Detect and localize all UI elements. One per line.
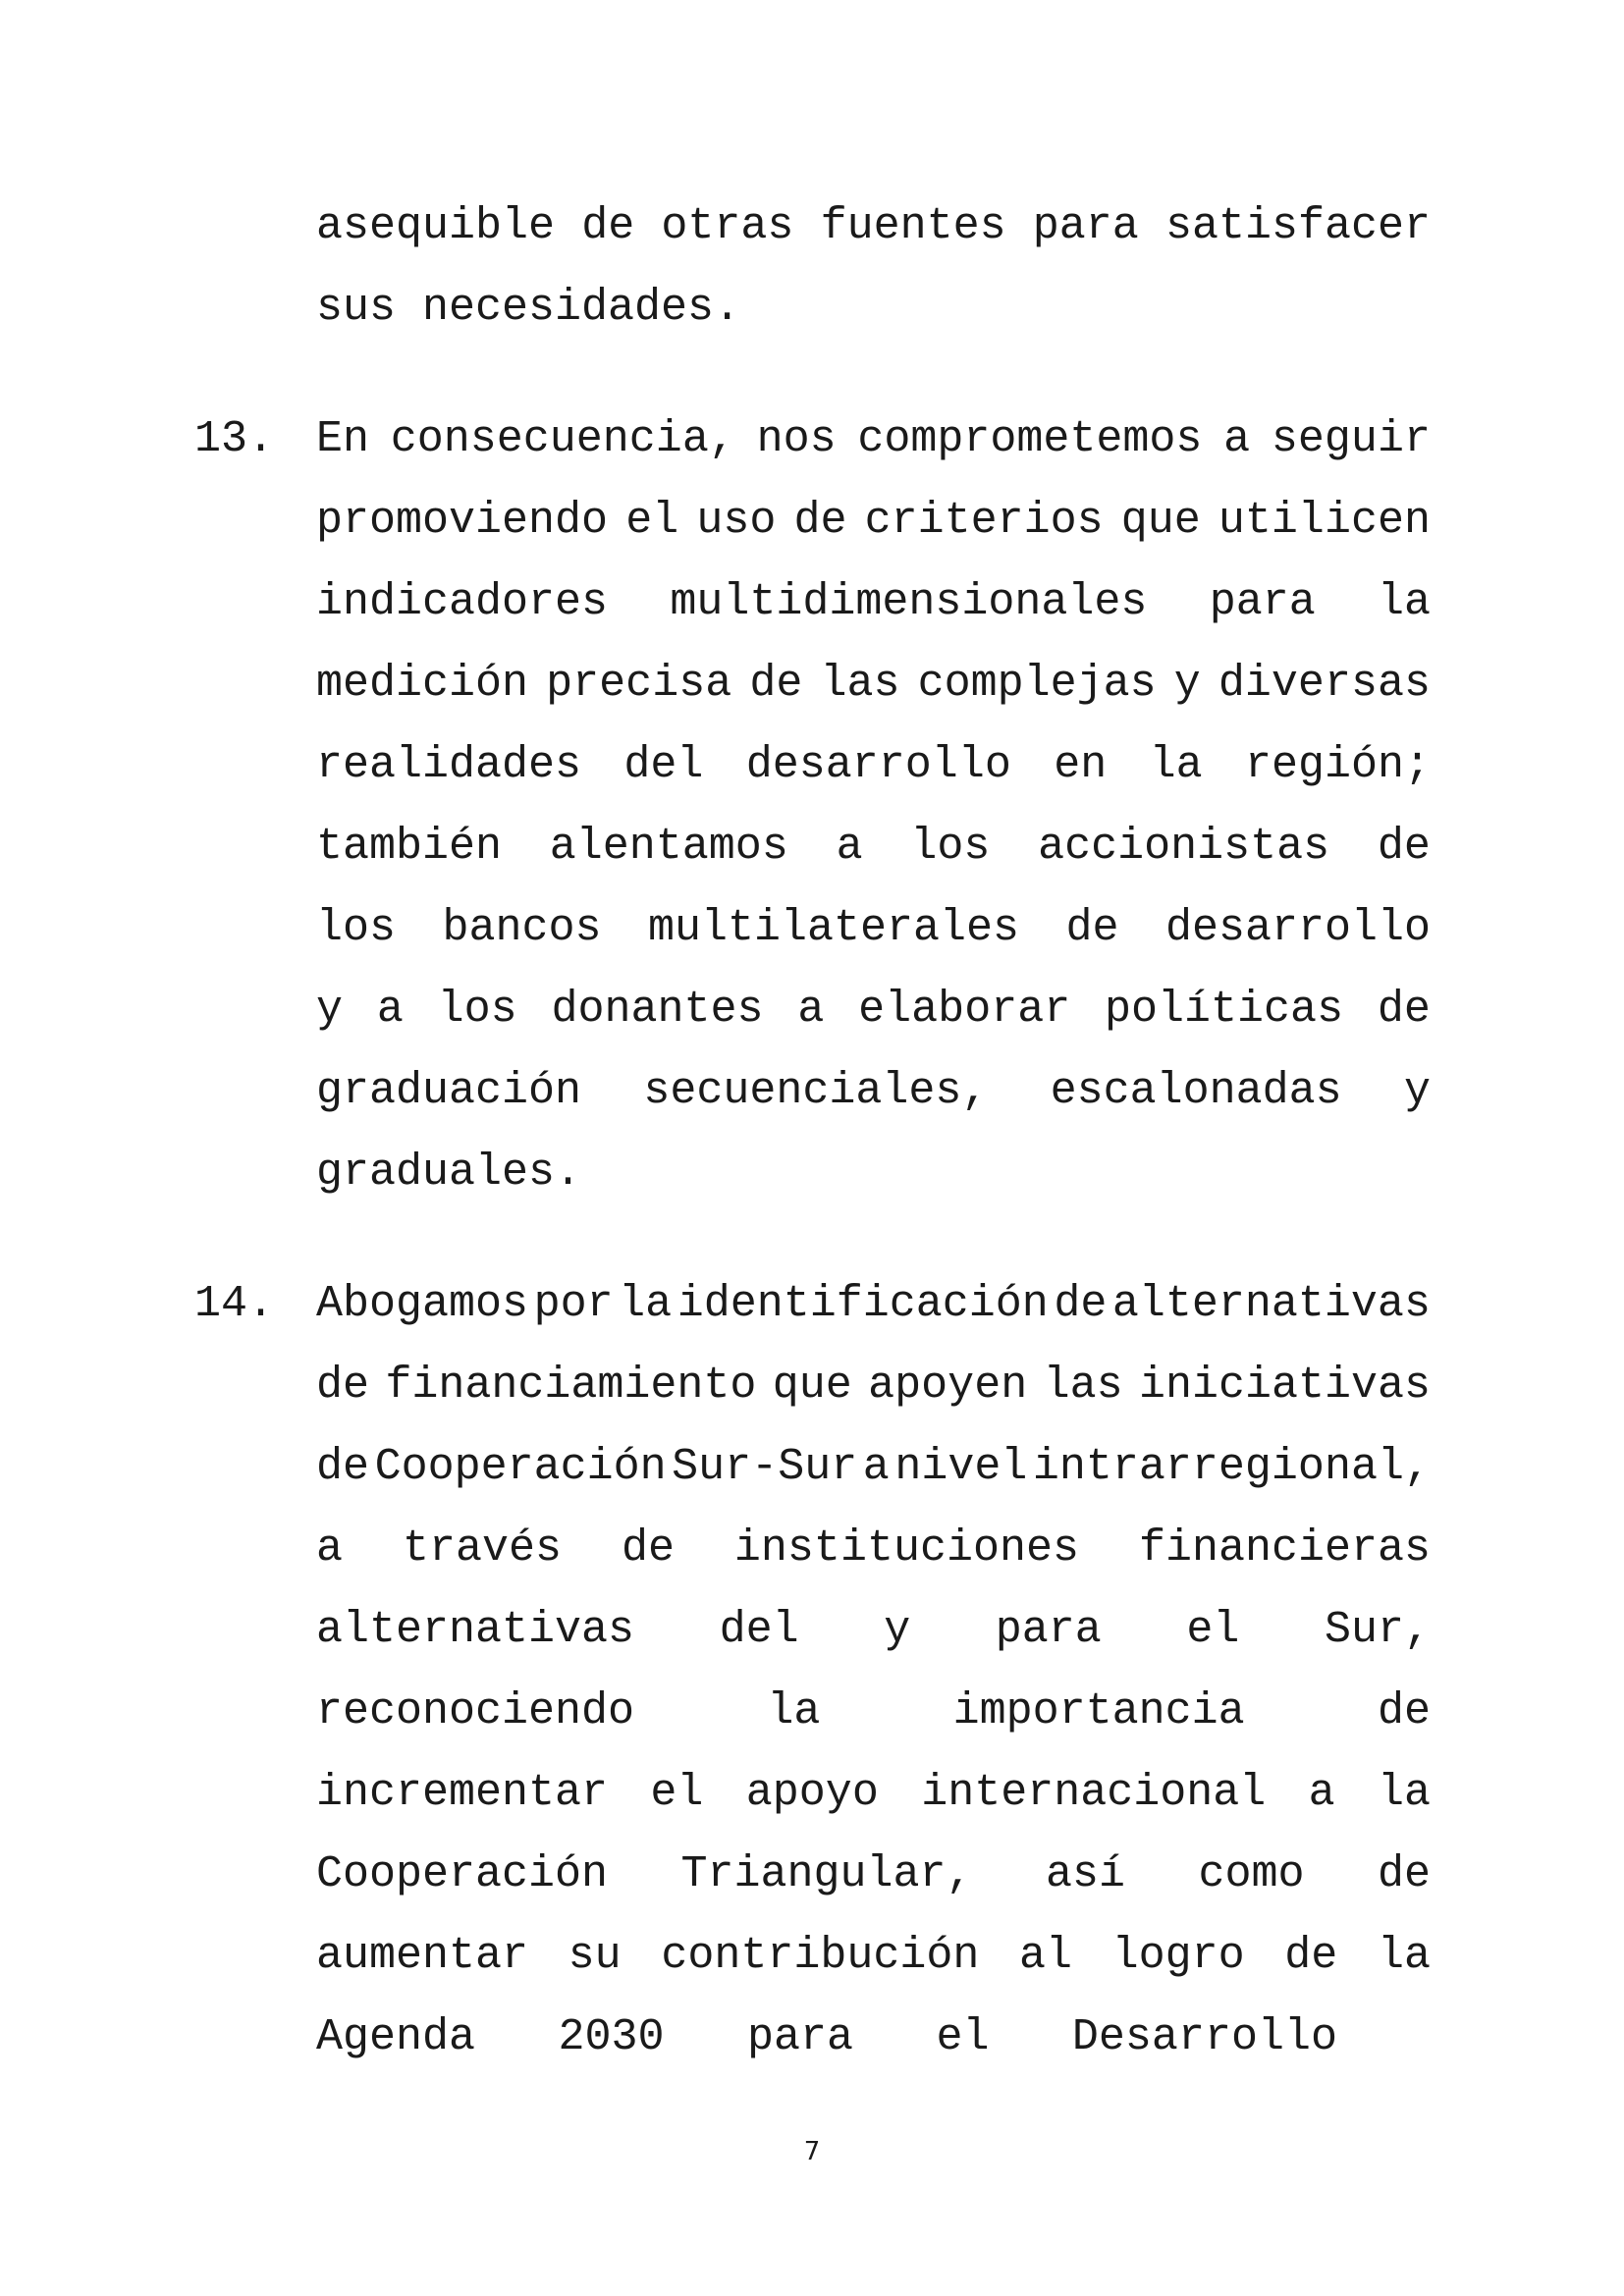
word: asequible bbox=[316, 201, 556, 251]
word: complejas bbox=[917, 659, 1157, 709]
word: a bbox=[836, 822, 863, 872]
page-number: 7 bbox=[803, 2137, 821, 2166]
word: secuenciales, bbox=[643, 1066, 989, 1116]
word: financiamiento bbox=[385, 1361, 757, 1411]
word: de bbox=[621, 1523, 675, 1574]
word: la bbox=[1377, 1931, 1431, 1981]
word: de bbox=[1377, 822, 1431, 872]
word: apoyo bbox=[745, 1768, 879, 1818]
word: por bbox=[533, 1279, 614, 1329]
paragraph-line bbox=[316, 1050, 1431, 1132]
paragraph-line bbox=[316, 1997, 1337, 2078]
word: que bbox=[772, 1361, 852, 1411]
word: así bbox=[1046, 1849, 1126, 1899]
word: incrementar bbox=[316, 1768, 609, 1818]
paragraph-number: 14. bbox=[194, 1279, 275, 1329]
paragraph-line bbox=[316, 1915, 1431, 1997]
word: necesidades. bbox=[422, 283, 741, 333]
word: uso bbox=[696, 496, 777, 546]
word: accionistas bbox=[1038, 822, 1330, 872]
word: indicadores bbox=[316, 577, 609, 627]
word: internacional bbox=[921, 1768, 1267, 1818]
word: que bbox=[1120, 496, 1201, 546]
paragraph-line bbox=[316, 1671, 1431, 1752]
word: de bbox=[749, 659, 803, 709]
word: importancia bbox=[952, 1686, 1245, 1736]
word: Agenda bbox=[316, 2012, 476, 2062]
word: nos bbox=[756, 414, 837, 464]
word: los bbox=[910, 822, 991, 872]
word: otras bbox=[661, 201, 794, 251]
word: a bbox=[862, 1442, 890, 1492]
word: donantes bbox=[551, 985, 764, 1035]
paragraph-line bbox=[316, 1345, 1431, 1426]
word: y bbox=[884, 1605, 911, 1655]
word: consecuencia, bbox=[390, 414, 735, 464]
word: y bbox=[316, 985, 344, 1035]
word: 2030 bbox=[558, 2012, 665, 2062]
word: diversas bbox=[1218, 659, 1431, 709]
word: reconociendo bbox=[316, 1686, 635, 1736]
word: alternativas bbox=[316, 1605, 635, 1655]
word: graduales. bbox=[316, 1148, 582, 1198]
word: En bbox=[316, 414, 370, 464]
word: identificación bbox=[677, 1279, 1049, 1329]
paragraph-line bbox=[316, 1589, 1431, 1671]
word: de bbox=[1377, 985, 1431, 1035]
word: Cooperación bbox=[316, 1849, 609, 1899]
word: a bbox=[376, 985, 404, 1035]
word: de bbox=[1377, 1849, 1431, 1899]
word: la bbox=[767, 1686, 821, 1736]
word: elaborar bbox=[858, 985, 1071, 1035]
word: intrarregional, bbox=[1032, 1442, 1431, 1492]
paragraph-line bbox=[316, 1132, 1431, 1213]
paragraph-line bbox=[316, 969, 1431, 1050]
word: logro bbox=[1111, 1931, 1245, 1981]
paragraph-line bbox=[316, 186, 1431, 267]
paragraph-line bbox=[316, 1263, 1431, 1345]
paragraph-line bbox=[316, 1426, 1431, 1508]
word: las bbox=[820, 659, 900, 709]
word: y bbox=[1403, 1066, 1431, 1116]
word: a bbox=[797, 985, 825, 1035]
word: a bbox=[1308, 1768, 1335, 1818]
word: apoyen bbox=[868, 1361, 1028, 1411]
word: del bbox=[623, 740, 704, 790]
word: multidimensionales bbox=[670, 577, 1148, 627]
word: alentamos bbox=[549, 822, 788, 872]
paragraph-line bbox=[316, 1834, 1431, 1915]
word: sus bbox=[316, 283, 397, 333]
word: de bbox=[1065, 903, 1119, 953]
word: criterios bbox=[864, 496, 1104, 546]
word: al bbox=[1019, 1931, 1073, 1981]
word: y bbox=[1173, 659, 1201, 709]
word: de bbox=[316, 1361, 370, 1411]
word: del bbox=[719, 1605, 799, 1655]
word: el bbox=[625, 496, 679, 546]
word: de bbox=[1377, 1686, 1431, 1736]
word: de bbox=[1284, 1931, 1338, 1981]
word: precisa bbox=[546, 659, 732, 709]
word: como bbox=[1198, 1849, 1305, 1899]
word: Abogamos bbox=[316, 1279, 529, 1329]
word: para bbox=[1209, 577, 1316, 627]
paragraph-line bbox=[316, 267, 1431, 348]
word: Sur, bbox=[1324, 1605, 1431, 1655]
word: escalonadas bbox=[1050, 1066, 1342, 1116]
paragraph-line bbox=[316, 480, 1431, 561]
word: para bbox=[1032, 201, 1139, 251]
word: multilaterales bbox=[647, 903, 1020, 953]
word: las bbox=[1043, 1361, 1123, 1411]
paragraph-line bbox=[316, 1752, 1431, 1834]
word: graduación bbox=[316, 1066, 582, 1116]
word: su bbox=[568, 1931, 622, 1981]
word: políticas bbox=[1105, 985, 1344, 1035]
word: también bbox=[316, 822, 503, 872]
word: Desarrollo bbox=[1071, 2012, 1337, 2062]
word: fuentes bbox=[820, 201, 1006, 251]
paragraph-number: 13. bbox=[194, 414, 275, 464]
word: comprometemos bbox=[857, 414, 1203, 464]
word: promoviendo bbox=[316, 496, 609, 546]
word: la bbox=[1149, 740, 1203, 790]
word: de bbox=[1054, 1279, 1108, 1329]
word: seguir bbox=[1271, 414, 1431, 464]
paragraph-line bbox=[316, 887, 1431, 969]
word: instituciones bbox=[733, 1523, 1079, 1574]
word: de bbox=[581, 201, 635, 251]
word: en bbox=[1054, 740, 1108, 790]
word: de bbox=[316, 1442, 370, 1492]
word: los bbox=[437, 985, 517, 1035]
word: la bbox=[619, 1279, 673, 1329]
word: alternativas bbox=[1111, 1279, 1431, 1329]
word: para bbox=[746, 2012, 853, 2062]
word: región; bbox=[1244, 740, 1431, 790]
word: iniciativas bbox=[1138, 1361, 1431, 1411]
word: el bbox=[936, 2012, 990, 2062]
word: de bbox=[793, 496, 847, 546]
word: medición bbox=[316, 659, 529, 709]
word: nivel bbox=[894, 1442, 1028, 1492]
paragraph-14 bbox=[316, 1263, 1431, 2078]
word: través bbox=[402, 1523, 562, 1574]
word: Sur-Sur bbox=[672, 1442, 858, 1492]
word: a bbox=[1223, 414, 1251, 464]
paragraph-line bbox=[316, 1508, 1431, 1589]
paragraph-line bbox=[316, 643, 1431, 724]
paragraph-13 bbox=[316, 399, 1431, 1213]
paragraph-line bbox=[316, 561, 1431, 643]
word: realidades bbox=[316, 740, 582, 790]
paragraph-line bbox=[316, 724, 1431, 806]
word: para bbox=[995, 1605, 1102, 1655]
word: Triangular, bbox=[680, 1849, 973, 1899]
word: satisfacer bbox=[1164, 201, 1431, 251]
word: desarrollo bbox=[1164, 903, 1431, 953]
paragraph-line bbox=[316, 399, 1431, 480]
word: bancos bbox=[442, 903, 602, 953]
word: los bbox=[316, 903, 397, 953]
word: desarrollo bbox=[745, 740, 1011, 790]
word: la bbox=[1377, 577, 1431, 627]
word: aumentar bbox=[316, 1931, 529, 1981]
word: el bbox=[1186, 1605, 1240, 1655]
paragraph-continuation bbox=[316, 186, 1431, 348]
word: utilicen bbox=[1218, 496, 1431, 546]
word: financieras bbox=[1138, 1523, 1431, 1574]
word: el bbox=[650, 1768, 704, 1818]
paragraph-line bbox=[316, 806, 1431, 887]
word: a bbox=[316, 1523, 344, 1574]
word: Cooperación bbox=[374, 1442, 667, 1492]
word: la bbox=[1377, 1768, 1431, 1818]
word: contribución bbox=[661, 1931, 980, 1981]
